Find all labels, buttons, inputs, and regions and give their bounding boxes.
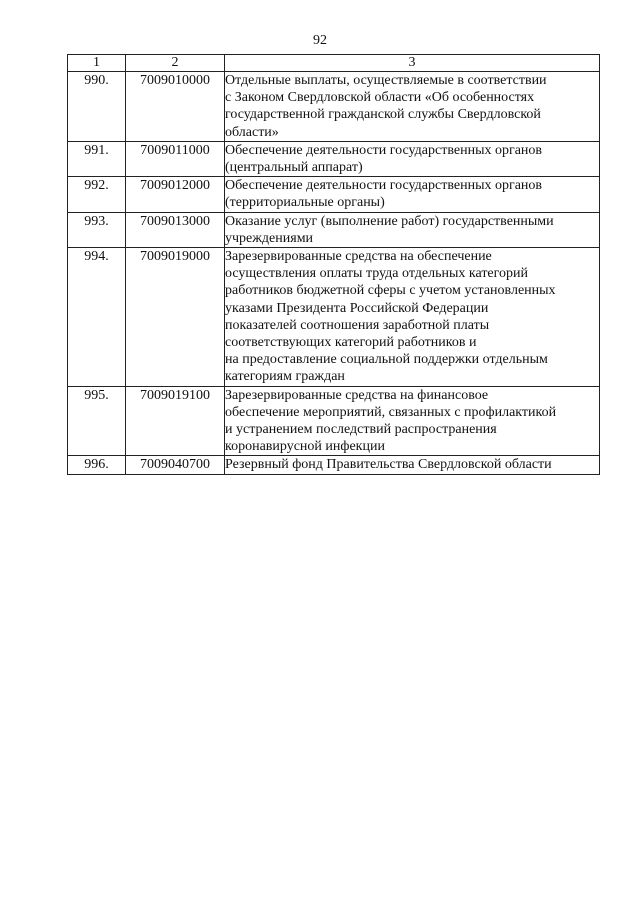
table-row bbox=[68, 212, 600, 247]
column-header-code: 2 bbox=[126, 55, 225, 72]
description-line: Зарезервированные средства на финансовое bbox=[225, 387, 489, 403]
row-number: 993. bbox=[68, 212, 126, 247]
row-number: 996. bbox=[68, 456, 126, 474]
description-line: Обеспечение деятельности государственных органов bbox=[225, 178, 543, 194]
column-header-number: 1 bbox=[68, 55, 126, 72]
budget-code-table bbox=[67, 54, 600, 475]
table-row bbox=[68, 386, 600, 456]
row-number: 991. bbox=[68, 141, 126, 176]
description-line: и устранением последствий распространения bbox=[225, 422, 497, 438]
column-header-description: 3 bbox=[225, 55, 600, 72]
row-number: 995. bbox=[68, 386, 126, 456]
description-line: государственной гражданской службы Свердловской bbox=[225, 107, 541, 123]
row-code: 7009011000 bbox=[126, 141, 225, 176]
row-description bbox=[225, 212, 600, 247]
row-number: 990. bbox=[68, 72, 126, 142]
description-line: Резервный фонд Правительства Свердловской области bbox=[225, 457, 552, 473]
description-line: соответствующих категорий работников и bbox=[225, 335, 477, 351]
description-line: учреждениями bbox=[225, 230, 314, 246]
table-row bbox=[68, 72, 600, 142]
description-line: Зарезервированные средства на обеспечение bbox=[225, 249, 492, 265]
description-line: категориям граждан bbox=[225, 369, 345, 385]
description-line: Отдельные выплаты, осуществляемые в соответствии bbox=[225, 73, 547, 88]
row-description bbox=[225, 141, 600, 176]
table-row bbox=[68, 248, 600, 387]
description-line: на предоставление социальной поддержки отдельным bbox=[225, 352, 548, 368]
description-line: (центральный аппарат) bbox=[225, 160, 363, 176]
row-description bbox=[225, 72, 600, 142]
table-body bbox=[68, 72, 600, 475]
row-code: 7009013000 bbox=[126, 212, 225, 247]
row-code: 7009019000 bbox=[126, 248, 225, 387]
table-header-row bbox=[68, 55, 600, 72]
row-code: 7009040700 bbox=[126, 456, 225, 474]
table-row bbox=[68, 177, 600, 212]
page-number: 92 bbox=[313, 33, 327, 48]
table-row bbox=[68, 456, 600, 474]
description-line: области» bbox=[225, 124, 279, 140]
description-line: указами Президента Российской Федерации bbox=[225, 300, 489, 316]
row-description bbox=[225, 248, 600, 387]
row-number: 994. bbox=[68, 248, 126, 387]
description-line: (территориальные органы) bbox=[225, 195, 385, 211]
description-line: показателей соотношения заработной платы bbox=[225, 317, 490, 333]
table-row bbox=[68, 141, 600, 176]
row-description bbox=[225, 177, 600, 212]
description-line: коронавирусной инфекции bbox=[225, 439, 385, 455]
row-code: 7009019100 bbox=[126, 386, 225, 456]
description-line: с Законом Свердловской области «Об особенностях bbox=[225, 90, 535, 106]
row-code: 7009010000 bbox=[126, 72, 225, 142]
row-number: 992. bbox=[68, 177, 126, 212]
row-description bbox=[225, 456, 600, 474]
row-description bbox=[225, 386, 600, 456]
description-line: обеспечение мероприятий, связанных с профилактикой bbox=[225, 404, 557, 420]
description-line: Оказание услуг (выполнение работ) государственными bbox=[225, 213, 554, 229]
row-code: 7009012000 bbox=[126, 177, 225, 212]
description-line: Обеспечение деятельности государственных органов bbox=[225, 142, 543, 158]
description-line: осуществления оплаты труда отдельных категорий bbox=[225, 266, 529, 282]
description-line: работников бюджетной сферы с учетом установленных bbox=[225, 283, 556, 299]
